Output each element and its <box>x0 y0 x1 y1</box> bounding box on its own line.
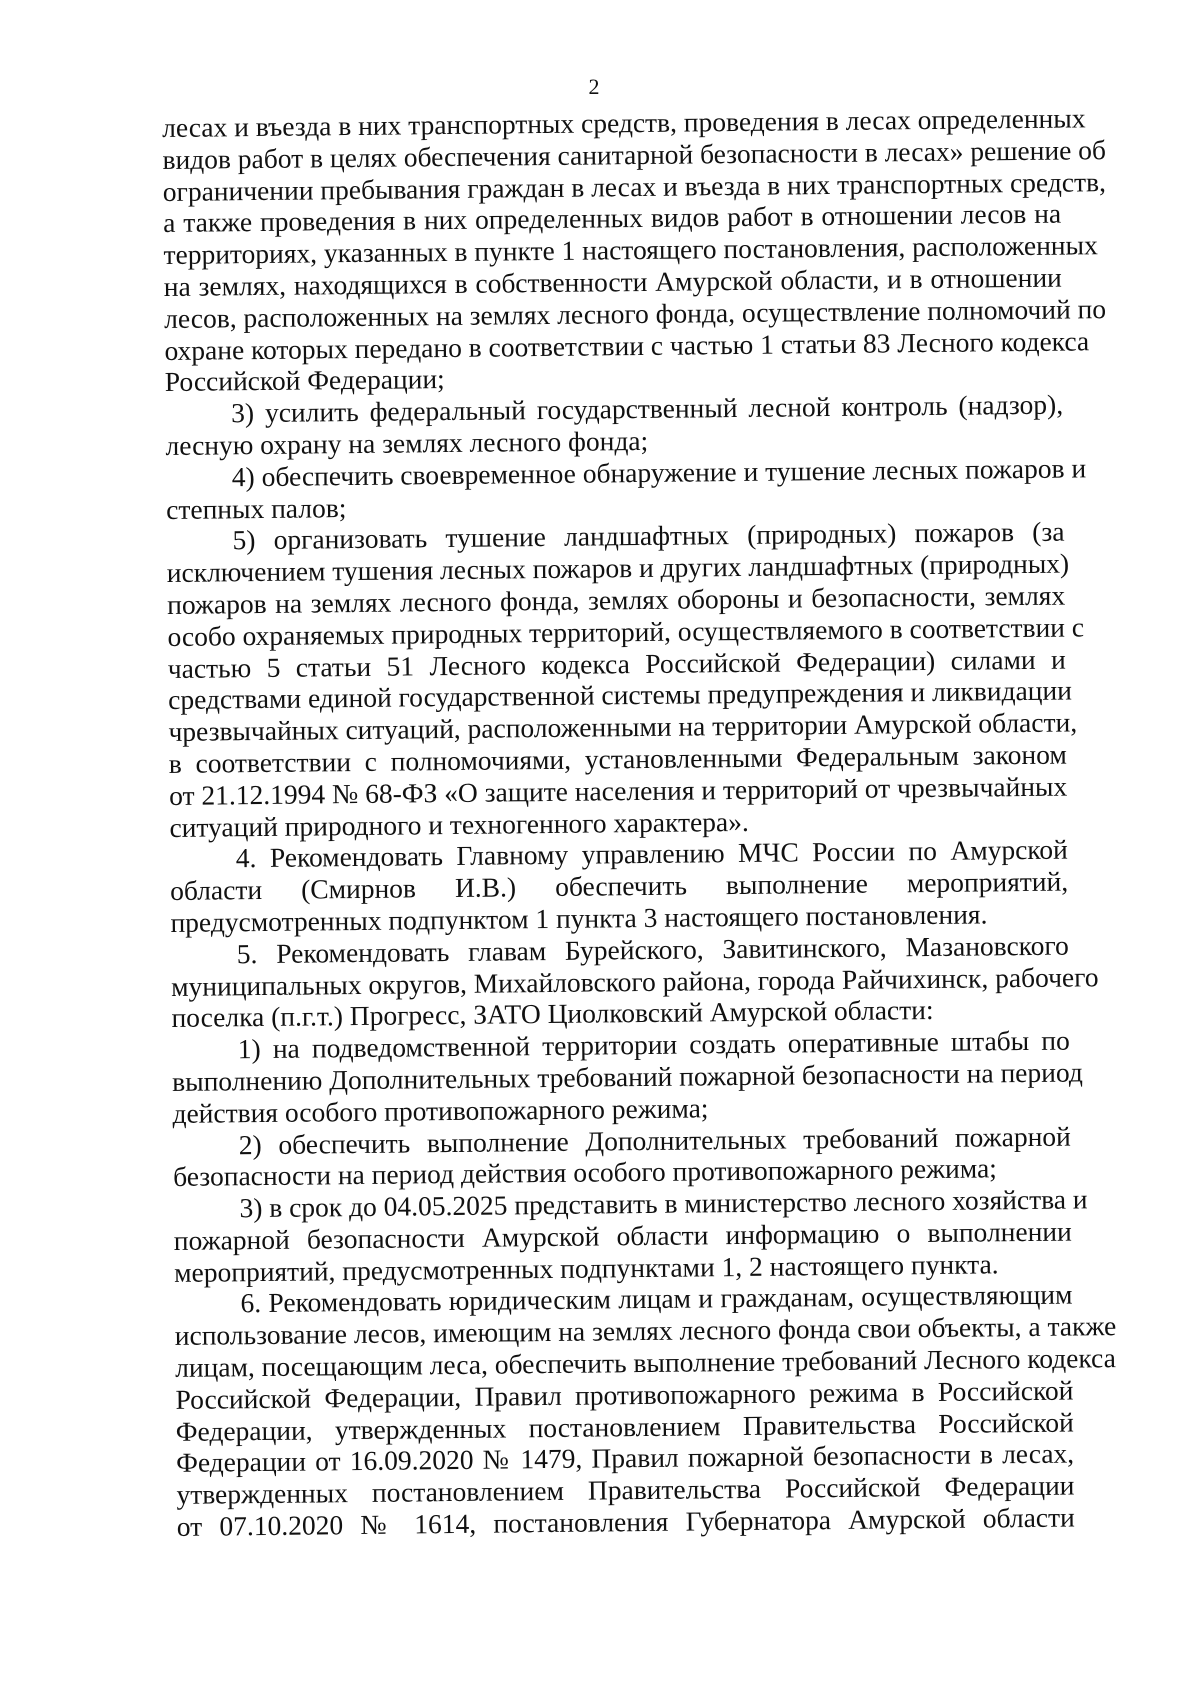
text-line: лицам, посещающим леса, обеспечить выполнение требований Лесного кодекса <box>174 1342 1116 1384</box>
text-line: 2) обеспечить выполнение Дополнительных требований пожарной <box>238 1120 1071 1160</box>
text-line: охране которых передано в соответствии с частью 1 статьи 83 Лесного кодекса <box>164 324 1090 366</box>
text-line: на землях, находящихся в собственности Амурской области, и в отношении <box>163 261 1062 302</box>
text-line: утвержденных постановлением Правительства Российской Федерации <box>176 1469 1075 1511</box>
text-line: от 07.10.2020 № 1614, постановления Губернатора Амурской области <box>176 1501 1075 1542</box>
page-number: 2 <box>588 74 600 99</box>
text-line: 4) обеспечить своевременное обнаружение и тушение лесных пожаров и <box>231 452 1087 493</box>
text-line: поселка (п.г.т.) Прогресс, ЗАТО Циолковский Амурской области: <box>171 994 934 1034</box>
text-line: 3) усилить федеральный государственный лесной контроль (надзор), <box>230 388 1064 429</box>
text-line: видов работ в целях обеспечения санитарной безопасности в лесах» решение об <box>162 133 1107 175</box>
text-line: в соответствии с полномочиями, установленными Федеральным законом <box>168 738 1067 779</box>
text-line: лесов, расположенных на землях лесного фонда, осуществление полномочий по <box>163 292 1107 334</box>
text-line: выполнению Дополнительных требований пожарной безопасности на период <box>171 1056 1083 1097</box>
text-line: ситуаций природного и техногенного характера». <box>169 805 749 843</box>
text-line: Российской Федерации, Правил противопожарного режима в Российской <box>175 1374 1074 1415</box>
text-line: а также проведения в них определенных видов работ в отношении лесов на <box>162 197 1062 239</box>
text-line: от 21.12.1994 № 68-ФЗ «О защите населения и территорий от чрезвычайных <box>168 770 1068 811</box>
text-line: исключением тушения лесных пожаров и других ландшафтных (природных) <box>166 547 1070 589</box>
text-line: области (Смирнов И.В.) обеспечить выполнение мероприятий, <box>169 865 1069 907</box>
text-line: 5) организовать тушение ландшафтных (природных) пожаров (за <box>232 515 1065 556</box>
text-line: Российской Федерации; <box>164 363 445 398</box>
text-line: действия особого противопожарного режима; <box>172 1092 709 1129</box>
text-line: пожарной безопасности Амурской области информацию о выполнении <box>173 1215 1072 1256</box>
text-line: особо охраняемых природных территорий, осуществляемого в соответствии с <box>167 611 1085 652</box>
text-line: 6. Рекомендовать юридическим лицам и гражданам, осуществляющим <box>240 1279 1073 1319</box>
text-line: лесную охрану на землях лесного фонда; <box>165 424 649 461</box>
text-line: пожаров на землях лесного фонда, землях обороны и безопасности, землях <box>166 579 1066 620</box>
text-line: 5. Рекомендовать главам Бурейского, Завитинского, Мазановского <box>236 929 1069 969</box>
text-line: частью 5 статьи 51 Лесного кодекса Российской Федерации) силами и <box>167 643 1066 684</box>
text-line: территориях, указанных в пункте 1 настоящего постановления, расположенных <box>163 229 1098 271</box>
text-line: безопасности на период действия особого противопожарного режима; <box>172 1152 998 1193</box>
text-line: степных палов; <box>165 491 347 525</box>
text-line: использование лесов, имеющим на землях лесного фонда свои объекты, а также <box>174 1310 1117 1352</box>
text-line: Федерации, утвержденных постановлением Правительства Российской <box>175 1406 1074 1447</box>
text-line: чрезвычайных ситуаций, расположенными на территории Амурской области, <box>168 706 1078 748</box>
text-line: мероприятий, предусмотренных подпунктами 1, 2 настоящего пункта. <box>173 1247 999 1288</box>
text-line: предусмотренных подпунктом 1 пункта 3 настоящего постановления. <box>170 898 988 938</box>
text-line: Федерации от 16.09.2020 № 1479, Правил пожарной безопасности в лесах, <box>175 1437 1075 1479</box>
document-body <box>162 102 1117 1543</box>
text-line: ограничении пребывания граждан в лесах и въезда в них транспортных средств, <box>162 165 1107 207</box>
text-line: 3) в срок до 04.05.2025 представить в министерство лесного хозяйства и <box>239 1183 1088 1224</box>
text-line: 1) на подведомственной территории создать оперативные штабы по <box>237 1024 1070 1065</box>
text-line: средствами единой государственной системы предупреждения и ликвидации <box>167 674 1073 716</box>
text-line: лесах и въезда в них транспортных средств, проведения в лесах определенных <box>162 102 1086 143</box>
text-line: 4. Рекомендовать Главному управлению МЧС России по Амурской <box>235 833 1068 874</box>
text-line: муниципальных округов, Михайловского района, города Райчихинск, рабочего <box>170 960 1099 1002</box>
